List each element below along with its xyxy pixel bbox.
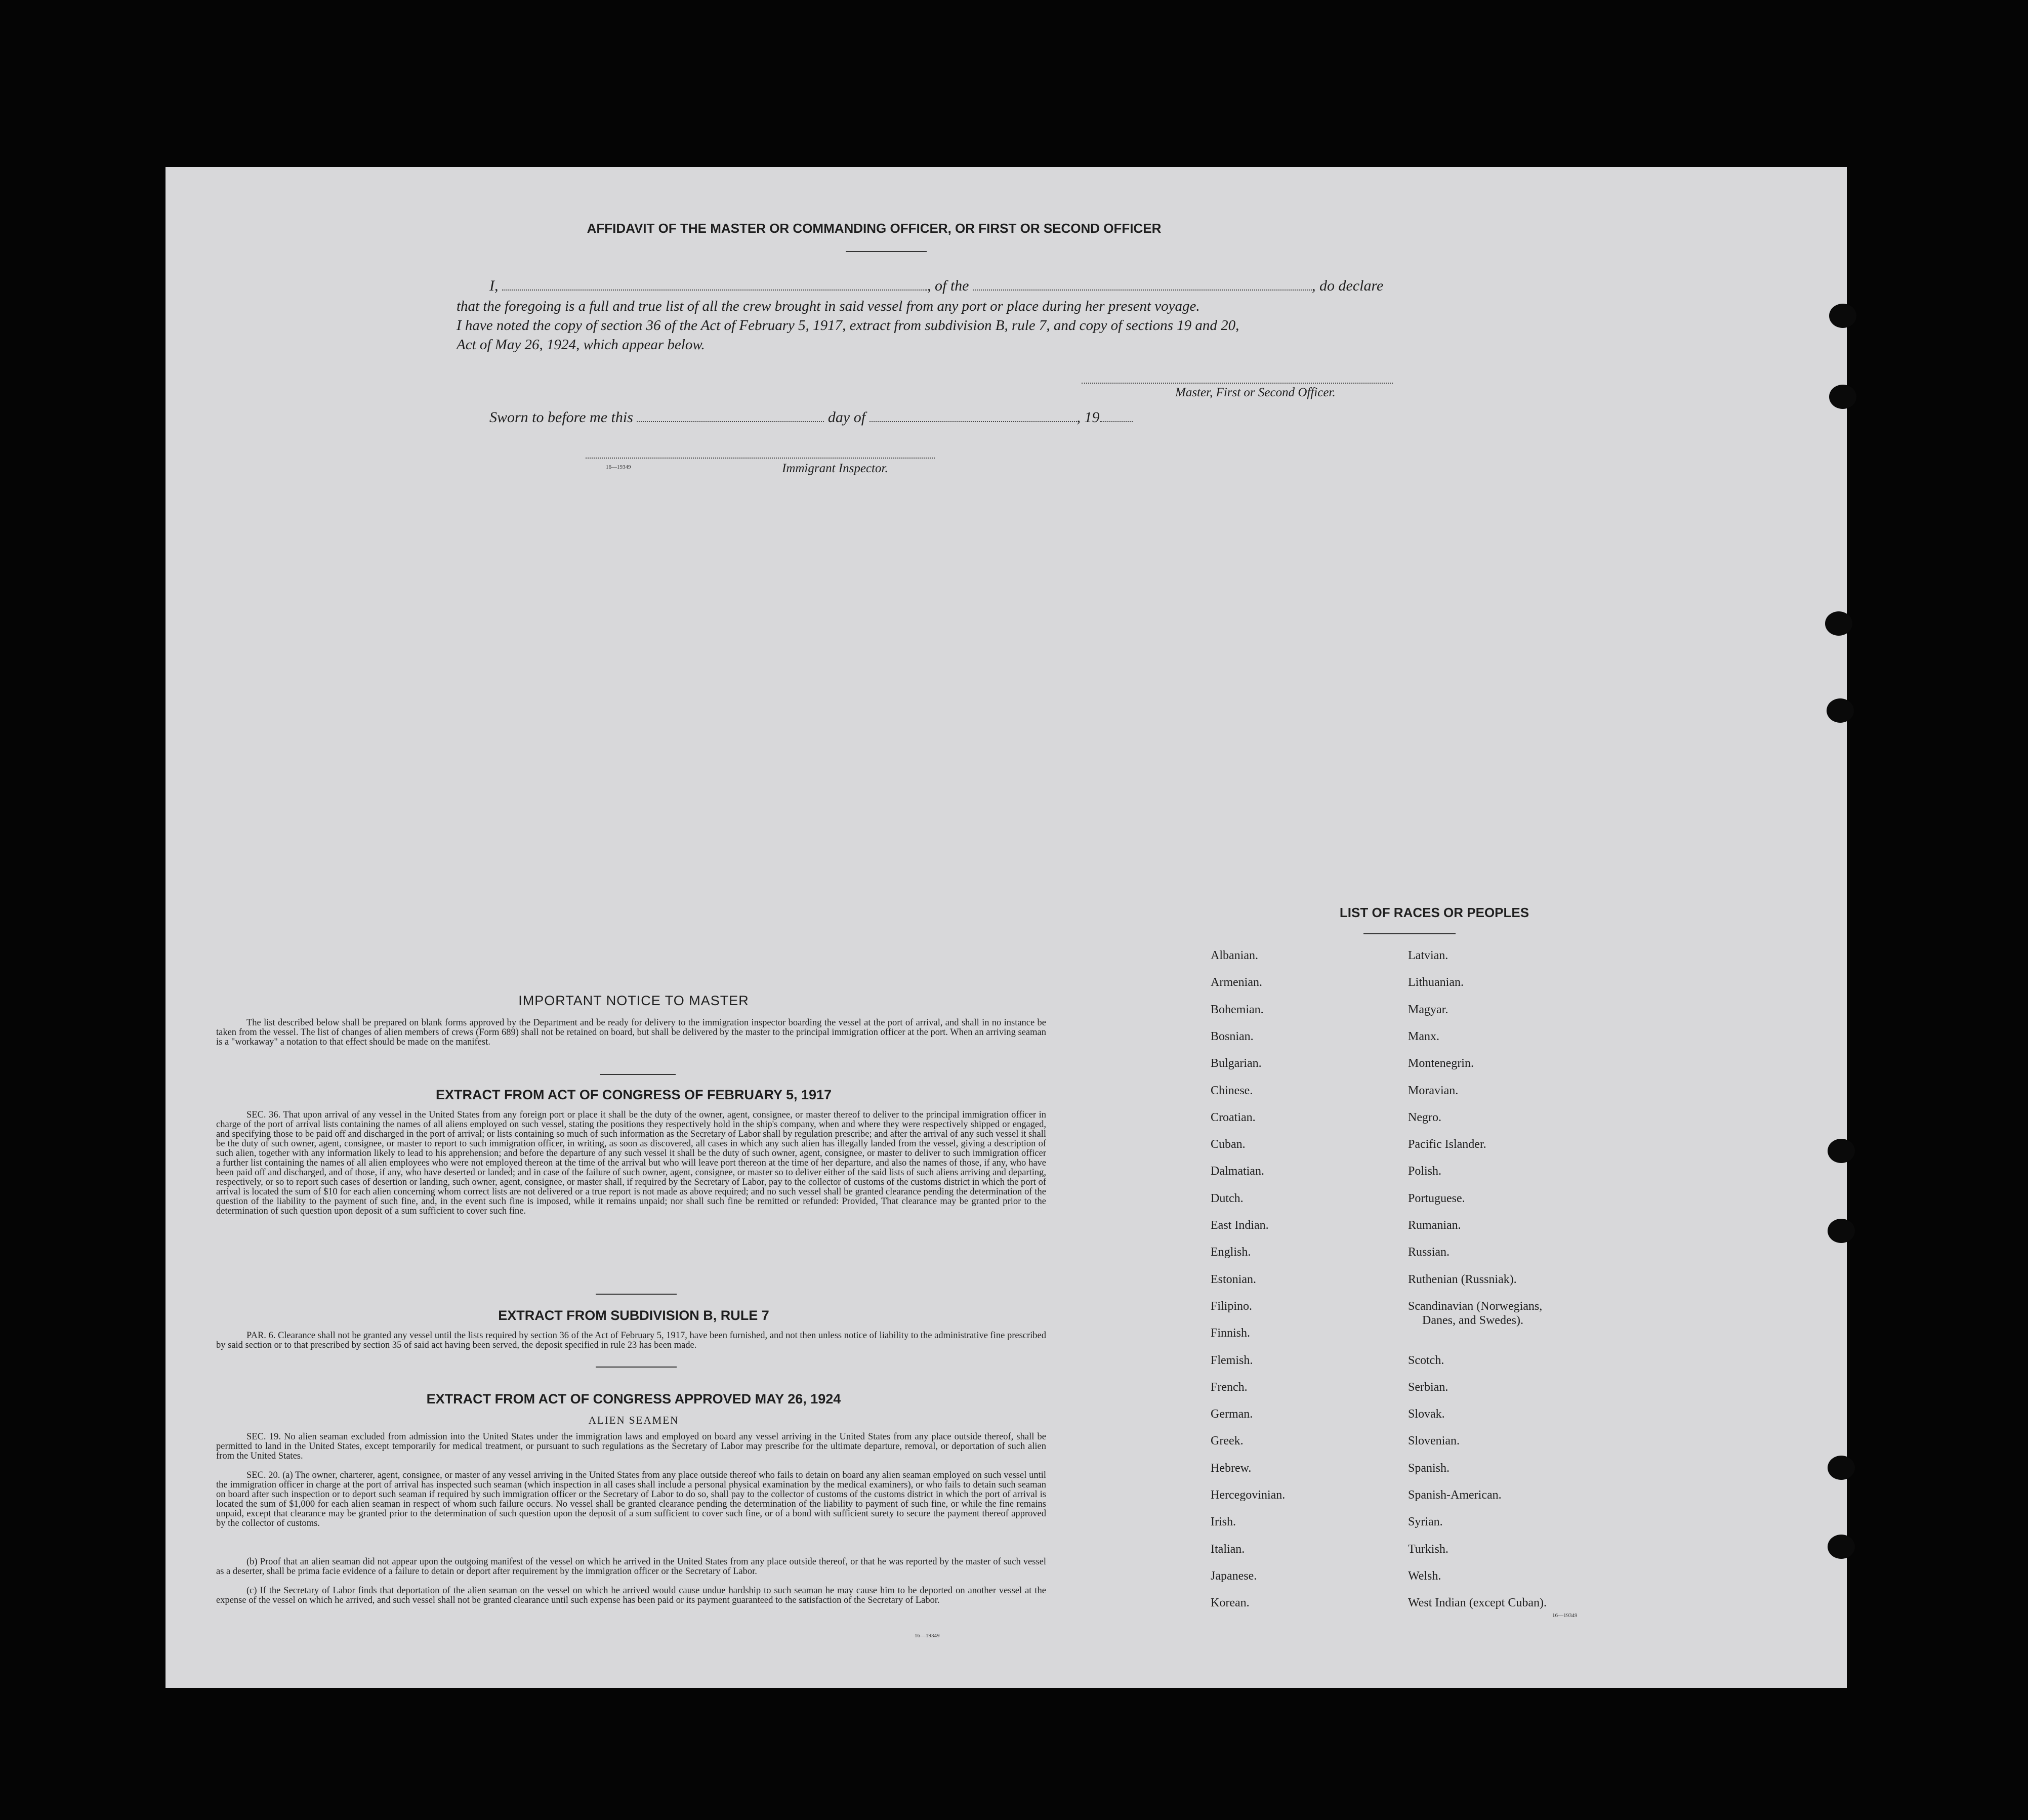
race-item: Irish. xyxy=(1211,1515,1236,1529)
extract-1917-title: EXTRACT FROM ACT OF CONGRESS OF FEBRUARY 5, 1917 xyxy=(435,1087,832,1102)
affidavit-title: AFFIDAVIT OF THE MASTER OR COMMANDING OFFICER, OR FIRST OR SECOND OFFICER xyxy=(587,221,1162,236)
punch-hole xyxy=(1828,1456,1855,1480)
race-item: Lithuanian. xyxy=(1408,976,1464,989)
sworn-month-field[interactable] xyxy=(870,411,1077,422)
race-item: Polish. xyxy=(1408,1165,1442,1178)
race-item: Syrian. xyxy=(1408,1515,1443,1529)
race-item: East Indian. xyxy=(1211,1219,1269,1232)
vessel-field[interactable] xyxy=(973,279,1312,291)
affidavit-line4: Act of May 26, 1924, which appear below. xyxy=(457,337,705,353)
race-item: English. xyxy=(1211,1246,1251,1259)
sworn-day-field[interactable] xyxy=(637,411,824,422)
race-item: Chinese. xyxy=(1211,1084,1253,1097)
race-item: Welsh. xyxy=(1408,1569,1441,1583)
race-item: Italian. xyxy=(1211,1542,1245,1556)
form-number: 16—19349 xyxy=(1552,1612,1578,1619)
race-item: Magyar. xyxy=(1408,1003,1448,1016)
race-item: French. xyxy=(1211,1380,1248,1394)
master-label: Master, First or Second Officer. xyxy=(1175,386,1336,399)
race-item: Bosnian. xyxy=(1211,1029,1254,1043)
day-of-label: day of xyxy=(827,409,866,426)
race-item: Greek. xyxy=(1211,1434,1244,1448)
year-label: , 19 xyxy=(1077,409,1100,426)
race-item: Dutch. xyxy=(1211,1191,1244,1205)
punch-hole xyxy=(1825,611,1852,636)
sec-19-text: SEC. 19. No alien seaman excluded from admission into the United States under the immigration laws and employed on board any vessel arriving in the United States from any place outside thereof, shall be permitted to land in the United States, except temporarily for medical treatment, or pursuant to such regulations as the Secretary of Labor may prescribe for the ultimate departure, removal, or deportation of such alien from the United States. xyxy=(216,1432,1046,1461)
punch-hole xyxy=(1829,304,1856,328)
race-item: Bulgarian. xyxy=(1211,1057,1262,1070)
races-title: LIST OF RACES OR PEOPLES xyxy=(1339,905,1529,920)
race-item: Slovak. xyxy=(1408,1408,1445,1421)
race-item: Portuguese. xyxy=(1408,1191,1465,1205)
race-item: Scotch. xyxy=(1408,1353,1444,1367)
race-item: Danes, and Swedes). xyxy=(1422,1313,1523,1327)
races-title-rule xyxy=(1363,933,1456,934)
sec-20c-text: (c) If the Secretary of Labor finds that deportation of the alien seaman on the vessel on which he arrived would cause undue hardship to such seaman he may cause him to be deported on another vessel at the expense of the vessel on which he arrived, and such vessel shall not be granted clearance until such expense has been paid or its payment guaranteed to the satisfaction of the Secretary of Labor. xyxy=(216,1586,1046,1605)
of-the-label: , of the xyxy=(927,277,969,294)
sworn-label: Sworn to before me this xyxy=(489,409,633,426)
race-item: Slovenian. xyxy=(1408,1434,1460,1448)
race-item: Russian. xyxy=(1408,1246,1450,1259)
section-rule xyxy=(600,1074,676,1075)
race-item: Dalmatian. xyxy=(1211,1165,1264,1178)
sec-20b-text: (b) Proof that an alien seaman did not appear upon the outgoing manifest of the vessel on which he arrived in the United States from any place outside thereof, or that he was reported by the master of such vessel as a deserter, shall be prima facie evidence of a failure to detain or deport after requirement by the immigration officer or the Secretary of Labor. xyxy=(216,1557,1046,1577)
inspector-signature-line[interactable] xyxy=(586,458,935,459)
form-sheet xyxy=(165,167,1847,1688)
sworn-line xyxy=(489,409,1133,426)
punch-hole xyxy=(1829,385,1856,409)
i-label: I, xyxy=(489,277,499,294)
rule-7-title: EXTRACT FROM SUBDIVISION B, RULE 7 xyxy=(498,1308,769,1323)
race-item: Albanian. xyxy=(1211,949,1258,962)
form-number: 16—19349 xyxy=(606,464,631,470)
race-item: Hercegovinian. xyxy=(1211,1488,1286,1502)
affidavit-line3: I have noted the copy of section 36 of the Act of February 5, 1917, extract from subdivision B, rule 7, and copy of sections 19 and 20, xyxy=(457,317,1239,334)
master-signature-line[interactable] xyxy=(1082,383,1393,384)
notice-text: The list described below shall be prepared on blank forms approved by the Department and be ready for delivery to the immigration inspector boarding the vessel at the port of arrival, and shall in no instance be taken from the vessel. The list of changes of alien members of crews (Form 689) shall not be retained on board, but shall be delivered by the master to the principal immigration officer at the port. When an arriving seaman is a "workaway" a notation to that effect should be made on the manifest. xyxy=(216,1018,1046,1047)
punch-hole xyxy=(1828,1535,1855,1559)
sworn-year-field[interactable] xyxy=(1100,411,1133,422)
race-item: Turkish. xyxy=(1408,1542,1448,1556)
race-item: Spanish-American. xyxy=(1408,1488,1502,1502)
race-item: Armenian. xyxy=(1211,976,1262,989)
alien-seamen-subtitle: ALIEN SEAMEN xyxy=(588,1414,679,1426)
race-item: Rumanian. xyxy=(1408,1219,1461,1232)
punch-hole xyxy=(1827,698,1854,723)
race-item: Bohemian. xyxy=(1211,1003,1264,1016)
race-item: Cuban. xyxy=(1211,1138,1246,1151)
race-item: Korean. xyxy=(1211,1596,1250,1610)
title-rule xyxy=(846,251,927,252)
section-rule xyxy=(596,1294,677,1295)
race-item: Ruthenian (Russniak). xyxy=(1408,1272,1517,1286)
punch-hole xyxy=(1828,1139,1855,1163)
race-item: Manx. xyxy=(1408,1029,1439,1043)
race-item: Negro. xyxy=(1408,1110,1441,1124)
name-field[interactable] xyxy=(502,279,927,291)
inspector-label: Immigrant Inspector. xyxy=(782,462,888,475)
race-item: Filipino. xyxy=(1211,1299,1253,1313)
race-item: German. xyxy=(1211,1408,1253,1421)
race-item: Flemish. xyxy=(1211,1353,1253,1367)
rule-7-text: PAR. 6. Clearance shall not be granted any vessel until the lists required by section 36 of the Act of February 5, 1917, have been furnished, and not then unless notice of liability to the administrative fine prescribed by said section or to that prescribed by section 35 of said act having been served, the deposit specified in rule 23 has been made. xyxy=(216,1331,1046,1350)
race-item: Japanese. xyxy=(1211,1569,1257,1583)
race-item: Pacific Islander. xyxy=(1408,1138,1486,1151)
race-item: Estonian. xyxy=(1211,1272,1256,1286)
race-item: Latvian. xyxy=(1408,949,1448,962)
section-rule xyxy=(596,1367,677,1368)
race-item: Scandinavian (Norwegians, xyxy=(1408,1299,1543,1313)
race-item: Finnish. xyxy=(1211,1327,1251,1340)
race-item: Serbian. xyxy=(1408,1380,1448,1394)
extract-1924-title: EXTRACT FROM ACT OF CONGRESS APPROVED MAY 26, 1924 xyxy=(426,1391,841,1407)
race-item: Croatian. xyxy=(1211,1110,1256,1124)
race-item: Spanish. xyxy=(1408,1461,1450,1475)
race-item: Hebrew. xyxy=(1211,1461,1252,1475)
race-item: Montenegrin. xyxy=(1408,1057,1474,1070)
do-declare-label: , do declare xyxy=(1312,277,1384,294)
race-item: Moravian. xyxy=(1408,1084,1459,1097)
sec-20a-text: SEC. 20. (a) The owner, charterer, agent, consignee, or master of any vessel arriving in the United States from any place outside thereof who fails to detain on board any alien seaman employed on such vessel until the immigration officer in charge at the port of arrival has inspected such seaman (which inspection in all cases shall include a personal physical examination by the medical examiners), or who fails to detain such seaman on board after such inspection or to deport such seaman if required by such immigration officer or the Secretary of Labor to do so, shall pay to the collector of customs of the customs district in which the port of arrival is located the sum of $1,000 for each alien seaman in respect of whom such failure occurs. No vessel shall be granted clearance pending the determination of the liability to payment of such fine, or while the fine remains unpaid, except that clearance may be granted prior to the determination of such question upon the deposit of a sum sufficient to cover such fine, or of a bond with sufficient surety to secure the payment thereof approved by the collector of customs. xyxy=(216,1470,1046,1528)
form-number: 16—19349 xyxy=(915,1633,940,1639)
extract-1917-text: SEC. 36. That upon arrival of any vessel in the United States from any foreign port or place it shall be the duty of the owner, agent, consignee, or master thereof to deliver to the principal immigration officer in charge of the port of arrival lists containing the names of all aliens employed on such vessel, stating the positions they respectively hold in the ship's company, when and where they were respectively shipped or engaged, and specifying those to be paid off and discharged in the port of arrival; or lists containing so much of such information as the Secretary of Labor shall by regulation prescribe; and after the arrival of any such vessel it shall be the duty of such owner, agent, consignee, or master to report to such immigration officer, in writing, as soon as discovered, all cases in which any such alien has illegally landed from the vessel, giving a description of such alien, together with any information likely to lead to his apprehension; and before the departure of any such vessel it shall be the duty of such owner, agent, consignee, or master to deliver to such immigration officer a further list containing the names of all alien employees who were not employed thereon at the time of the arrival but who will leave port thereon at the time of her departure, and also the names of those, if any, who have been paid off and discharged, and of those, if any, who have deserted or landed; and in case of the failure of such owner, agent, consignee, or master so to deliver either of the said lists of such aliens arriving and departing, respectively, or so to report such cases of desertion or landing, such owner, agent, consignee, or master shall, if required by the Secretary of Labor, pay to the collector of customs of the customs district in which the port of arrival is located the sum of $10 for each alien concerning whom correct lists are not delivered or a true report is not made as above required; and no such vessel shall be granted clearance pending the determination of the question of the liability to the payment of such fine, and, in the event such fine is imposed, while it remains unpaid; nor shall such fine be remitted or refunded: Provided, That clearance may be granted prior to the determination of such question upon deposit of a sum sufficient to cover such fine. xyxy=(216,1110,1046,1216)
notice-title: IMPORTANT NOTICE TO MASTER xyxy=(518,993,749,1008)
affidavit-line1 xyxy=(489,277,1383,295)
affidavit-line2: that the foregoing is a full and true list of all the crew brought in said vessel from any port or place during her present voyage. xyxy=(457,298,1200,314)
punch-hole xyxy=(1828,1219,1855,1243)
race-item: West Indian (except Cuban). xyxy=(1408,1596,1547,1610)
